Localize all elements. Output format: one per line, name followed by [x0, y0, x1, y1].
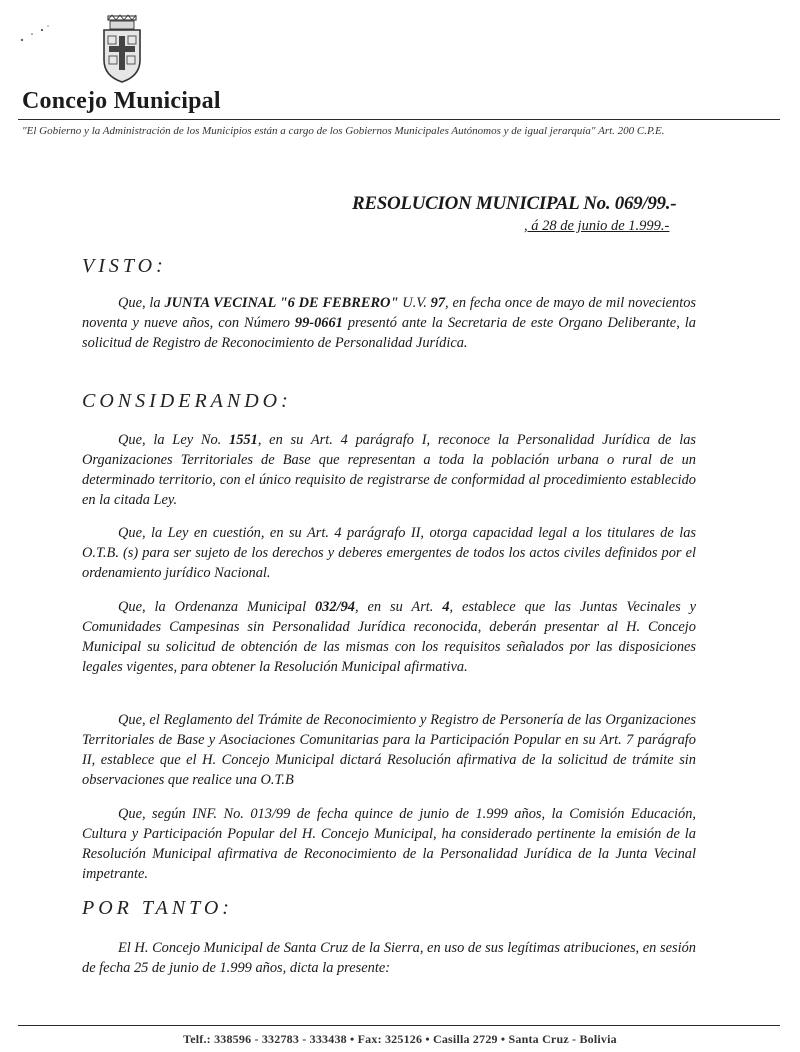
considerando-paragraph-3: [82, 597, 696, 677]
considerando-paragraph-1: [82, 430, 696, 510]
text-run-bold: 4: [442, 599, 450, 615]
heading-por-tanto: POR TANTO:: [82, 897, 233, 919]
text-run: presentó ante la Secretaria de este Organo Deliberante, la solicitud de Registro de Reconocimiento de Personalidad Jurídica.: [82, 315, 696, 351]
considerando-paragraph-5: Que, según INF. No. 013/99 de fecha quince de junio de 1.999 años, la Comisión Educación, Cultura y Participación Popular del H. Concejo Municipal, ha considerado pertinente la emisión de la Resolución Municipal afirmativa de Reconocimiento de la Personalidad Jurídica de la Junta Vecinal impetrante.: [82, 806, 696, 882]
text-run: Que, la Ley No.: [118, 432, 230, 448]
text-run: Que, la Ordenanza Municipal: [118, 599, 315, 615]
resolution-title: RESOLUCION MUNICIPAL No. 069/99.-: [352, 193, 677, 214]
letterhead-brand: Concejo Municipal: [22, 88, 221, 114]
letterhead-motto: "El Gobierno y la Administración de los Municipios están a cargo de los Gobiernos Municipales Autónomos y de igual jerarquía" Art. 200 C.P.E.: [22, 125, 665, 137]
text-run: , en su Art.: [354, 599, 443, 615]
text-run-bold: 1551: [229, 432, 258, 448]
scan-specks: [18, 20, 58, 50]
text-run: U.V.: [398, 295, 431, 311]
text-run-bold: 97: [430, 295, 446, 311]
considerando-paragraph-2: Que, la Ley en cuestión, en su Art. 4 parágrafo II, otorga capacidad legal a los titulares de las O.T.B. (s) para ser sujeto de los derechos y deberes emergentes de todos los actos civiles definidos por el ordenamiento jurídico Nacional.: [82, 525, 696, 581]
header-divider: [18, 119, 780, 120]
footer-contact: Telf.: 338596 - 332783 - 333438 • Fax: 325126 • Casilla 2729 • Santa Cruz - Bolivia: [183, 1032, 617, 1046]
municipal-crest-icon: [100, 14, 144, 84]
heading-visto: VISTO:: [82, 255, 167, 277]
por-tanto-paragraph: El H. Concejo Municipal de Santa Cruz de la Sierra, en uso de sus legítimas atribuciones, en sesión de fecha 25 de junio de 1.999 años, dicta la presente:: [82, 940, 696, 976]
text-run: , en fecha once de mayo de mil novecientos noventa y nueve años, con Número: [82, 295, 696, 331]
footer-divider: [18, 1025, 780, 1026]
visto-paragraph: [82, 293, 696, 353]
text-run: , establece que las Juntas Vecinales y Comunidades Campesinas sin Personalidad Jurídica reconocida, deberán presentar al H. Concejo Municipal su solicitud de obtención de las mismas con los requisitos señalados por las disposiciones legales vigentes, para obtener la Resolución Municipal afirmativa.: [82, 599, 697, 675]
text-run-bold: 99-0661: [294, 315, 343, 331]
text-run: , en su Art. 4 parágrafo I, reconoce la Personalidad Jurídica de las Organizaciones Territoriales de Base que representan a toda la población urbana o rural de un determinado territorio, con el único requisito de registrarse de conformidad al procedimiento establecido en la citada Ley.: [82, 432, 697, 508]
text-run-bold: JUNTA VECINAL "6 DE FEBRERO": [164, 295, 399, 311]
considerando-paragraph-4: Que, el Reglamento del Trámite de Reconocimiento y Registro de Personería de las Organizaciones Territoriales de Base y Asociaciones Comunitarias para la Participación Popular en su Art. 7 parágrafo II, establece que el H. Concejo Municipal dictará Resolución afirmativa de la solicitud de trámite sin observaciones que realice una O.T.B: [82, 712, 696, 788]
text-run-bold: 032/94: [314, 599, 355, 615]
text-run: Que, la: [118, 295, 165, 311]
resolution-date: , á 28 de junio de 1.999.-: [524, 218, 670, 234]
heading-considerando: CONSIDERANDO:: [82, 390, 292, 412]
